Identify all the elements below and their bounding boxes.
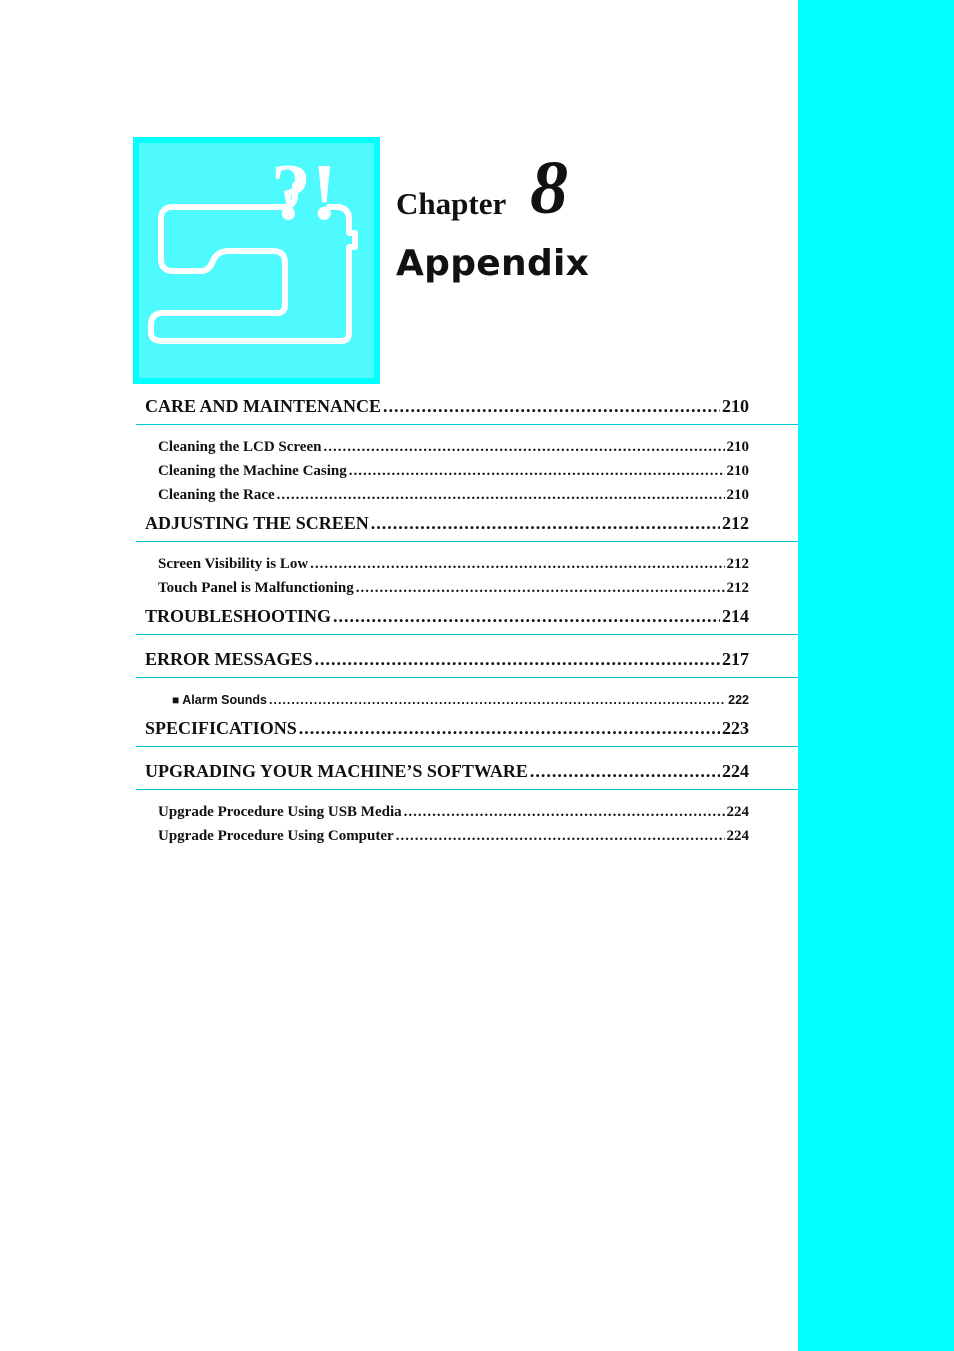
toc-entry-main[interactable] <box>145 714 749 742</box>
toc-sublist <box>136 435 798 507</box>
section-divider <box>136 634 798 635</box>
toc-sublist <box>136 688 798 712</box>
toc-entry-main[interactable] <box>145 509 749 537</box>
toc-entry-main[interactable] <box>145 757 749 785</box>
toc-entry-page: 214 <box>722 606 749 626</box>
toc-section <box>136 602 798 635</box>
toc-minor-page: 222 <box>728 693 749 707</box>
svg-text:?!: ?! <box>271 149 338 237</box>
chapter-label: Chapter <box>396 186 507 221</box>
toc-entry-page: 212 <box>722 513 749 533</box>
toc-entry-main[interactable] <box>145 645 749 673</box>
toc-entry-page: 210 <box>722 396 749 416</box>
leader-dots <box>315 645 720 673</box>
toc-sub-page: 212 <box>726 556 749 572</box>
leader-dots <box>396 824 725 848</box>
toc-sub-title: Screen Visibility is Low <box>158 556 309 572</box>
toc-entry-sub[interactable] <box>158 435 749 459</box>
leader-dots <box>371 509 720 537</box>
toc-section <box>136 509 798 600</box>
leader-dots <box>299 714 720 742</box>
toc-sub-title: Upgrade Procedure Using Computer <box>158 828 394 844</box>
table-of-contents <box>136 392 798 850</box>
leader-dots <box>530 757 720 785</box>
toc-sub-page: 224 <box>726 804 749 820</box>
leader-dots <box>356 576 725 600</box>
toc-sub-title: Cleaning the Race <box>158 487 275 503</box>
toc-entry-title: CARE AND MAINTENANCE <box>145 396 382 416</box>
toc-entry-sub[interactable] <box>158 800 749 824</box>
leader-dots <box>269 688 726 712</box>
leader-dots <box>383 392 720 420</box>
toc-sublist <box>136 800 798 848</box>
toc-entry-page: 224 <box>722 761 749 781</box>
side-color-band <box>798 0 954 1351</box>
toc-sub-title: Touch Panel is Malfunctioning <box>158 580 354 596</box>
toc-entry-sub[interactable] <box>158 576 749 600</box>
toc-section <box>136 714 798 747</box>
section-divider <box>136 746 798 747</box>
toc-section <box>136 757 798 848</box>
toc-entry-sub[interactable] <box>158 824 749 848</box>
toc-entry-title: TROUBLESHOOTING <box>145 606 332 626</box>
section-divider <box>136 789 798 790</box>
section-divider <box>136 677 798 678</box>
toc-entry-main[interactable] <box>145 602 749 630</box>
toc-sub-page: 224 <box>726 828 749 844</box>
toc-sub-page: 212 <box>726 580 749 596</box>
leader-dots <box>310 552 724 576</box>
toc-entry-title: ERROR MESSAGES <box>145 649 313 669</box>
leader-dots <box>349 459 725 483</box>
toc-entry-title: UPGRADING YOUR MACHINE’S SOFTWARE <box>145 761 528 781</box>
sewing-machine-question-exclamation-icon <box>133 137 380 384</box>
toc-entry-main[interactable] <box>145 392 749 420</box>
toc-entry-sub[interactable] <box>158 552 749 576</box>
toc-sub-title: Cleaning the LCD Screen <box>158 439 322 455</box>
leader-dots <box>323 435 724 459</box>
toc-entry-title: ADJUSTING THE SCREEN <box>145 513 369 533</box>
section-divider <box>136 424 798 425</box>
leader-dots <box>277 483 725 507</box>
chapter-number: 8 <box>530 146 568 230</box>
section-divider <box>136 541 798 542</box>
leader-dots <box>404 800 725 824</box>
toc-entry-sub[interactable] <box>158 483 749 507</box>
toc-entry-title: SPECIFICATIONS <box>145 718 297 738</box>
square-bullet-icon: ■ <box>172 693 180 707</box>
chapter-icon-box <box>133 137 380 384</box>
toc-sub-page: 210 <box>726 439 749 455</box>
toc-entry-page: 217 <box>722 649 749 669</box>
toc-entry-page: 223 <box>722 718 749 738</box>
leader-dots <box>333 602 720 630</box>
toc-section <box>136 645 798 712</box>
chapter-title: Appendix <box>396 243 590 284</box>
toc-sublist <box>136 552 798 600</box>
toc-sub-title: Cleaning the Machine Casing <box>158 463 347 479</box>
toc-sub-title: Upgrade Procedure Using USB Media <box>158 804 402 820</box>
toc-sub-page: 210 <box>726 463 749 479</box>
toc-entry-sub[interactable] <box>158 459 749 483</box>
toc-minor-title: Alarm Sounds <box>182 693 267 707</box>
toc-entry-minor[interactable] <box>172 688 749 712</box>
toc-sub-page: 210 <box>726 487 749 503</box>
toc-section <box>136 392 798 507</box>
